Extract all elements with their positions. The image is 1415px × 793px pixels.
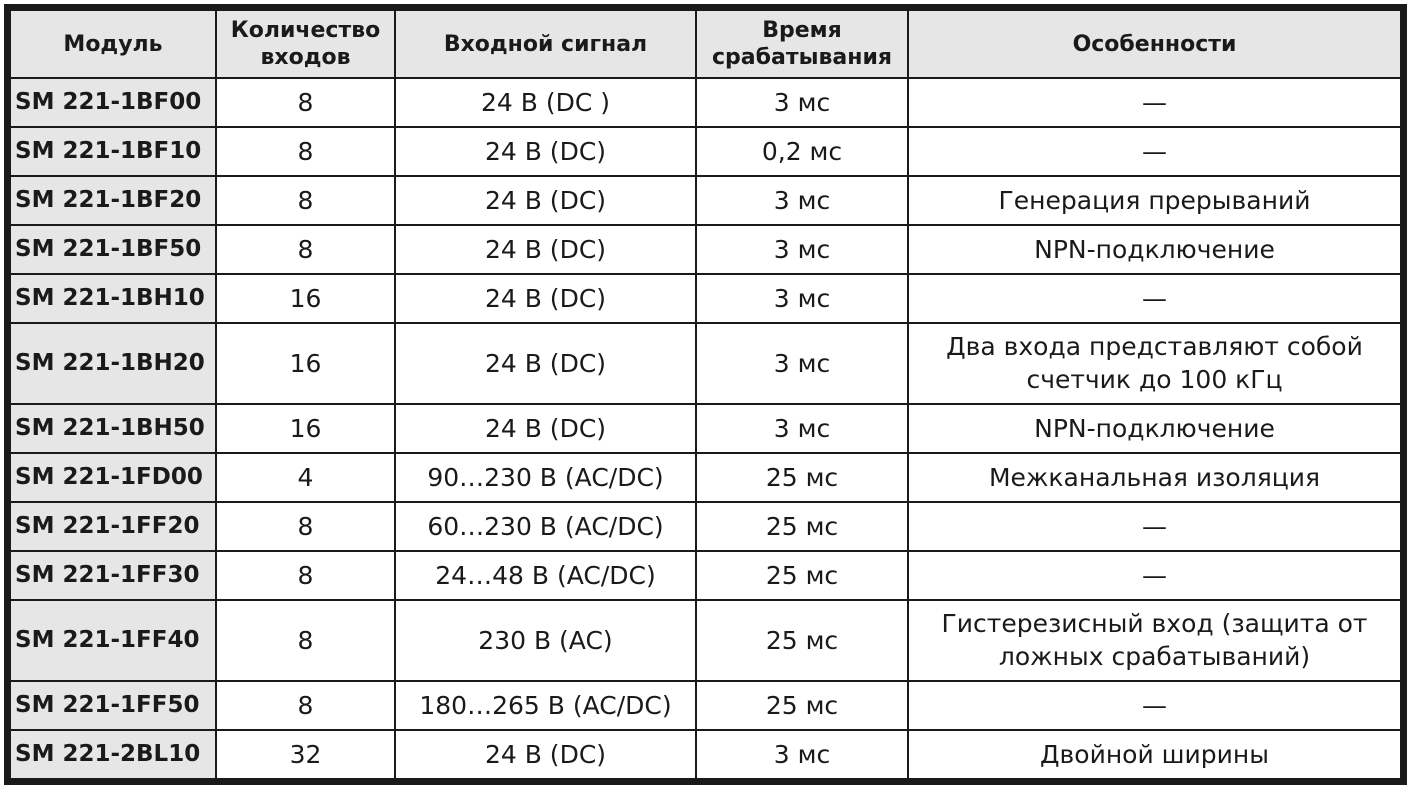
- header-inputs: Количество входов: [216, 10, 395, 78]
- cell-features: —: [908, 681, 1401, 730]
- cell-features: Гистерезисный вход (защита от ложных срабатываний): [908, 600, 1401, 681]
- header-module: Модуль: [10, 10, 216, 78]
- cell-signal: 180…265 В (AC/DC): [395, 681, 696, 730]
- table-body: [10, 78, 1401, 779]
- cell-module: SM 221-1FD00: [10, 453, 216, 502]
- cell-inputs: 4: [216, 453, 395, 502]
- cell-inputs: 16: [216, 404, 395, 453]
- cell-time: 3 мс: [696, 274, 908, 323]
- header-time: Время срабатывания: [696, 10, 908, 78]
- table-row: [10, 502, 1401, 551]
- modules-table: [9, 9, 1402, 780]
- cell-module: SM 221-1BH20: [10, 323, 216, 404]
- cell-features: Генерация прерываний: [908, 176, 1401, 225]
- cell-module: SM 221-1BH50: [10, 404, 216, 453]
- cell-time: 25 мс: [696, 551, 908, 600]
- cell-inputs: 8: [216, 225, 395, 274]
- cell-inputs: 8: [216, 78, 395, 127]
- cell-signal: 24 В (DC): [395, 730, 696, 779]
- cell-features: Двойной ширины: [908, 730, 1401, 779]
- cell-time: 3 мс: [696, 225, 908, 274]
- cell-time: 25 мс: [696, 681, 908, 730]
- cell-signal: 24 В (DC): [395, 274, 696, 323]
- cell-inputs: 8: [216, 681, 395, 730]
- cell-features: —: [908, 551, 1401, 600]
- cell-module: SM 221-1BF10: [10, 127, 216, 176]
- cell-module: SM 221-1FF40: [10, 600, 216, 681]
- cell-signal: 24 В (DC): [395, 127, 696, 176]
- cell-time: 3 мс: [696, 404, 908, 453]
- cell-signal: 24 В (DC): [395, 225, 696, 274]
- cell-features: —: [908, 274, 1401, 323]
- header-row: [10, 10, 1401, 78]
- cell-inputs: 16: [216, 323, 395, 404]
- cell-features: —: [908, 78, 1401, 127]
- cell-inputs: 8: [216, 502, 395, 551]
- cell-time: 3 мс: [696, 323, 908, 404]
- cell-module: SM 221-1BF20: [10, 176, 216, 225]
- cell-module: SM 221-2BL10: [10, 730, 216, 779]
- cell-features: —: [908, 502, 1401, 551]
- cell-module: SM 221-1BH10: [10, 274, 216, 323]
- cell-signal: 24 В (DC): [395, 323, 696, 404]
- cell-inputs: 8: [216, 600, 395, 681]
- table-row: [10, 274, 1401, 323]
- cell-signal: 24 В (DC): [395, 404, 696, 453]
- cell-signal: 24 В (DC): [395, 176, 696, 225]
- cell-time: 25 мс: [696, 502, 908, 551]
- table-row: [10, 681, 1401, 730]
- cell-inputs: 16: [216, 274, 395, 323]
- cell-module: SM 221-1FF20: [10, 502, 216, 551]
- header-signal: Входной сигнал: [395, 10, 696, 78]
- cell-features: —: [908, 127, 1401, 176]
- table-header: [10, 10, 1401, 78]
- cell-time: 0,2 мс: [696, 127, 908, 176]
- table-row: [10, 323, 1401, 404]
- modules-table-frame: [4, 4, 1407, 785]
- cell-time: 25 мс: [696, 600, 908, 681]
- table-row: [10, 730, 1401, 779]
- table-row: [10, 600, 1401, 681]
- table-row: [10, 127, 1401, 176]
- header-features: Особенности: [908, 10, 1401, 78]
- cell-features: NPN-подключение: [908, 404, 1401, 453]
- cell-module: SM 221-1FF30: [10, 551, 216, 600]
- table-row: [10, 453, 1401, 502]
- table-row: [10, 551, 1401, 600]
- table-row: [10, 225, 1401, 274]
- cell-time: 3 мс: [696, 78, 908, 127]
- cell-features: Два входа представляют собой счетчик до 100 кГц: [908, 323, 1401, 404]
- cell-time: 3 мс: [696, 176, 908, 225]
- cell-time: 3 мс: [696, 730, 908, 779]
- cell-signal: 230 В (AC): [395, 600, 696, 681]
- cell-inputs: 8: [216, 127, 395, 176]
- cell-time: 25 мс: [696, 453, 908, 502]
- cell-features: NPN-подключение: [908, 225, 1401, 274]
- table-row: [10, 78, 1401, 127]
- cell-features: Межканальная изоляция: [908, 453, 1401, 502]
- cell-inputs: 32: [216, 730, 395, 779]
- cell-inputs: 8: [216, 176, 395, 225]
- cell-module: SM 221-1FF50: [10, 681, 216, 730]
- cell-signal: 24 В (DC ): [395, 78, 696, 127]
- cell-signal: 24…48 В (AC/DC): [395, 551, 696, 600]
- cell-signal: 60…230 В (AC/DC): [395, 502, 696, 551]
- cell-inputs: 8: [216, 551, 395, 600]
- cell-module: SM 221-1BF00: [10, 78, 216, 127]
- cell-signal: 90…230 В (AC/DC): [395, 453, 696, 502]
- cell-module: SM 221-1BF50: [10, 225, 216, 274]
- table-row: [10, 404, 1401, 453]
- table-row: [10, 176, 1401, 225]
